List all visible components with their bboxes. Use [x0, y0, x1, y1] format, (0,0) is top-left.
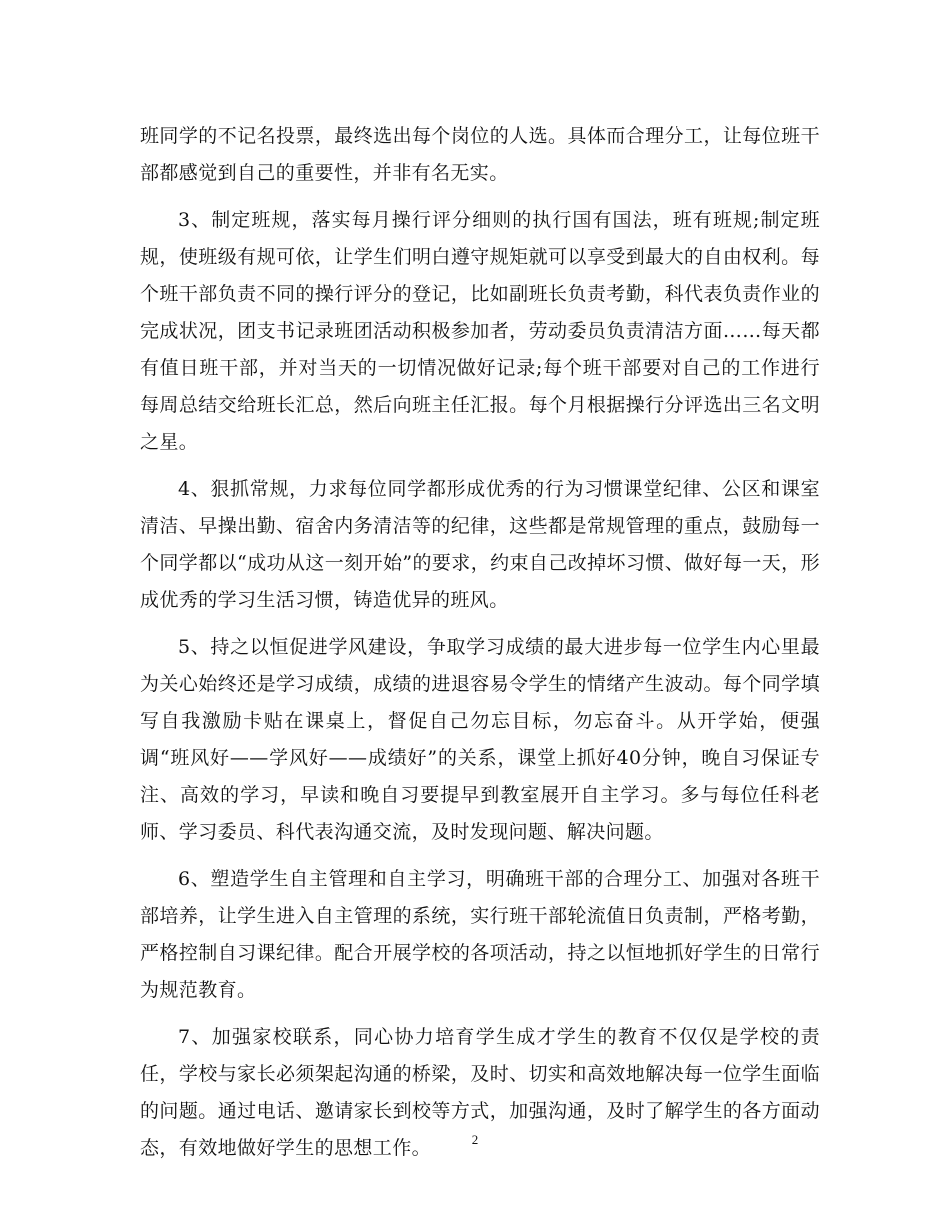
document-body [140, 118, 820, 1177]
paragraph-continuation: 班同学的不记名投票，最终选出每个岗位的人选。具体而合理分工，让每位班干部都感觉到自己的重要性，并非有名无实。 [140, 125, 820, 184]
paragraph-item-6: 6、塑造学生自主管理和自主学习，明确班干部的合理分工、加强对各班干部培养，让学生进入自主管理的系统，实行班干部轮流值日负责制，严格考勤，严格控制自习课纪律。配合开展学校的各项活动，持之以恒地抓好学生的日常行为规范教育。 [140, 868, 820, 1001]
paragraph-item-7: 7、加强家校联系，同心协力培育学生成才学生的教育不仅仅是学校的责任，学校与家长必须架起沟通的桥梁，及时、切实和高效地解决每一位学生面临的问题。通过电话、邀请家长到校等方式，加强沟通，及时了解学生的各方面动态，有效地做好学生的思想工作。 [140, 1026, 820, 1159]
paragraph-item-3: 3、制定班规，落实每月操行评分细则的执行国有国法，班有班规;制定班规，使班级有规可依，让学生们明白遵守规矩就可以享受到最大的自由权利。每个班干部负责不同的操行评分的登记，比如副班长负责考勤，科代表负责作业的完成状况，团支书记录班团活动积极参加者，劳动委员负责清洁方面……每天都有值日班干部，并对当天的一切情况做好记录;每个班干部要对自己的工作进行每周总结交给班长汇总，然后向班主任汇报。每个月根据操行分评选出三名文明之星。 [140, 209, 820, 453]
paragraph-item-5: 5、持之以恒促进学风建设，争取学习成绩的最大进步每一位学生内心里最为关心始终还是学习成绩，成绩的进退容易令学生的情绪产生波动。每个同学填写自我激励卡贴在课桌上，督促自己勿忘目标，勿忘奋斗。从开学始，便强调“班风好——学风好——成绩好”的关系，课堂上抓好40分钟，晚自习保证专注、高效的学习，早读和晚自习要提早到教室展开自主学习。多与每位任科老师、学习委员、科代表沟通交流，及时发现问题、解决问题。 [140, 636, 820, 843]
page-number: 2 [471, 1132, 479, 1147]
paragraph-item-4: 4、狠抓常规，力求每位同学都形成优秀的行为习惯课堂纪律、公区和课室清洁、早操出勤、宿舍内务清洁等的纪律，这些都是常规管理的重点，鼓励每一个同学都以“成功从这一刻开始”的要求，约束自己改掉坏习惯、做好每一天，形成优秀的学习生活习惯，铸造优异的班风。 [140, 478, 820, 611]
